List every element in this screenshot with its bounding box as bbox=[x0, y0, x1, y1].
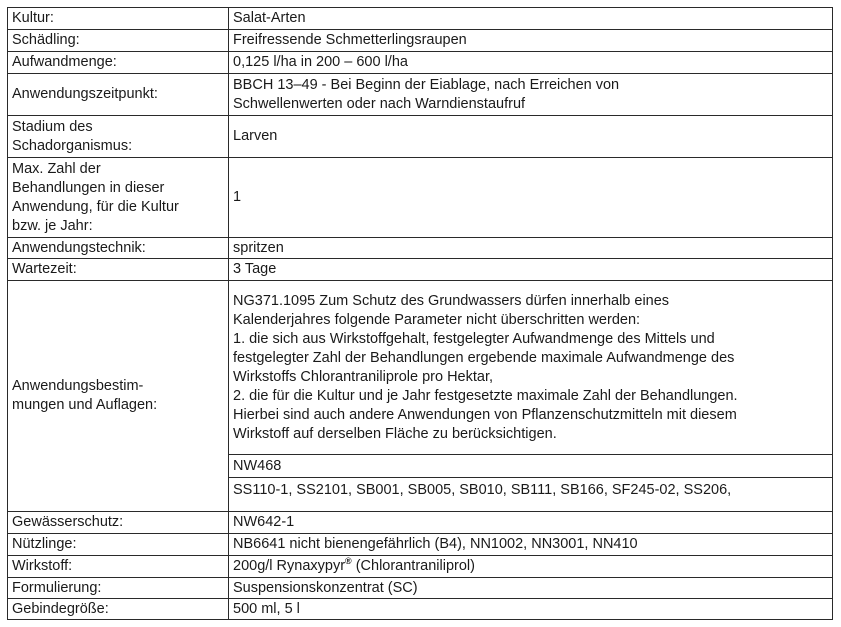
value-line: festgelegter Zahl der Behandlungen ergebende maximale Aufwandmenge des bbox=[233, 349, 735, 366]
key-line: Anwendung, für die Kultur bbox=[12, 198, 179, 215]
row-value bbox=[229, 74, 833, 116]
row-value: Suspensionskonzentrat (SC) bbox=[229, 578, 833, 599]
row-key: Nützlinge: bbox=[8, 534, 229, 556]
table-row bbox=[8, 52, 833, 74]
row-key bbox=[8, 281, 229, 512]
row-value: Freifressende Schmetterlingsraupen bbox=[229, 30, 833, 52]
row-key: Anwendungszeitpunkt: bbox=[8, 74, 229, 116]
value-line: BBCH 13–49 - Bei Beginn der Eiablage, nach Erreichen von bbox=[233, 76, 620, 93]
registered-mark: ® bbox=[345, 556, 352, 567]
value-line: Wirkstoff auf derselben Fläche zu berücksichtigen. bbox=[233, 425, 557, 442]
row-key: Wirkstoff: bbox=[8, 556, 229, 578]
row-key: Kultur: bbox=[8, 8, 229, 30]
row-value: NW642-1 bbox=[229, 512, 833, 534]
row-value: 3 Tage bbox=[229, 259, 833, 281]
table-row bbox=[8, 30, 833, 52]
row-value: Salat-Arten bbox=[229, 8, 833, 30]
table-row bbox=[8, 281, 833, 455]
table-row bbox=[8, 238, 833, 259]
product-info-document bbox=[7, 7, 833, 620]
value-text: (Chlorantraniliprol) bbox=[351, 558, 475, 574]
key-line: bzw. je Jahr: bbox=[12, 217, 93, 234]
row-value: 1 bbox=[229, 158, 833, 238]
value-line: Hierbei sind auch andere Anwendungen von Pflanzenschutzmitteln mit diesem bbox=[233, 406, 737, 423]
row-key: Gebindegröße: bbox=[8, 599, 229, 620]
table-row bbox=[8, 599, 833, 620]
table-row bbox=[8, 8, 833, 30]
row-key bbox=[8, 158, 229, 238]
row-key: Anwendungstechnik: bbox=[8, 238, 229, 259]
key-line: Anwendungsbestim- bbox=[12, 378, 144, 394]
row-key: Wartezeit: bbox=[8, 259, 229, 281]
row-value: NW468 bbox=[229, 455, 833, 478]
key-line: Schadorganismus: bbox=[12, 137, 133, 154]
table-row bbox=[8, 556, 833, 578]
row-value: Larven bbox=[229, 116, 833, 158]
table-row bbox=[8, 116, 833, 158]
table-row bbox=[8, 512, 833, 534]
value-text: 200g/l Rynaxypyr bbox=[233, 558, 346, 574]
key-line: Max. Zahl der bbox=[12, 160, 101, 177]
table-row bbox=[8, 534, 833, 556]
row-key: Schädling: bbox=[8, 30, 229, 52]
row-value: SS110-1, SS2101, SB001, SB005, SB010, SB111, SB166, SF245-02, SS206, bbox=[229, 478, 833, 512]
row-key: Gewässerschutz: bbox=[8, 512, 229, 534]
table-row bbox=[8, 259, 833, 281]
table-row bbox=[8, 158, 833, 238]
value-line: NG371.1095 Zum Schutz des Grundwassers dürfen innerhalb eines bbox=[233, 292, 670, 309]
row-value: 500 ml, 5 l bbox=[229, 599, 833, 620]
value-line: Wirkstoffs Chlorantraniliprole pro Hektar, bbox=[233, 368, 494, 385]
row-value bbox=[229, 556, 833, 578]
value-line: Kalenderjahres folgende Parameter nicht überschritten werden: bbox=[233, 311, 641, 328]
key-line: Stadium des bbox=[12, 118, 93, 135]
row-key: Aufwandmenge: bbox=[8, 52, 229, 74]
value-line: Schwellenwerten oder nach Warndienstaufruf bbox=[233, 95, 526, 112]
key-line: Behandlungen in dieser bbox=[12, 179, 165, 196]
row-value bbox=[229, 281, 833, 455]
row-key: Formulierung: bbox=[8, 578, 229, 599]
row-value: NB6641 nicht bienengefährlich (B4), NN1002, NN3001, NN410 bbox=[229, 534, 833, 556]
row-key bbox=[8, 116, 229, 158]
value-line: 2. die für die Kultur und je Jahr festgesetzte maximale Zahl der Behandlungen. bbox=[233, 387, 738, 404]
product-info-table bbox=[7, 7, 833, 620]
row-value: 0,125 l/ha in 200 – 600 l/ha bbox=[229, 52, 833, 74]
row-value: spritzen bbox=[229, 238, 833, 259]
value-line: 1. die sich aus Wirkstoffgehalt, festgelegter Aufwandmenge des Mittels und bbox=[233, 330, 715, 347]
key-line: mungen und Auflagen: bbox=[12, 397, 158, 413]
table-row bbox=[8, 578, 833, 599]
table-row bbox=[8, 74, 833, 116]
